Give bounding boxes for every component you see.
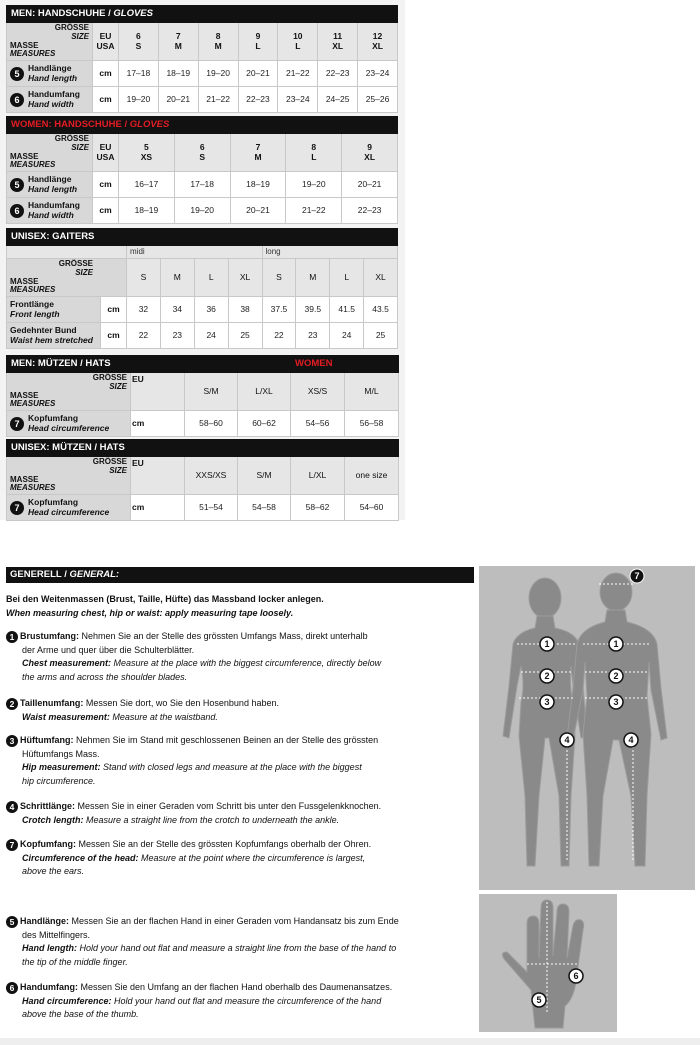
- table-row: 5 Handlänge Hand length cm 16–17 17–18 18–19 19–20 20–21: [7, 172, 398, 198]
- svg-text:5: 5: [536, 995, 542, 1005]
- row-label: 6 Handumfang Hand width: [7, 198, 93, 224]
- row-label: Gedehnter Bund Waist hem stretched: [7, 323, 101, 349]
- gaiters-title: UNISEX: GAITERS: [7, 229, 398, 246]
- row-label: Frontlänge Front length: [7, 297, 101, 323]
- svg-text:4: 4: [564, 735, 570, 745]
- eu-usa-header: EU USA: [93, 23, 119, 61]
- table-row: 7 Kopfumfang Head circumference cm 58–60 60–62 54–56 56–58: [7, 411, 399, 437]
- hand-silhouette: [479, 894, 617, 1032]
- number-7-icon: 7: [10, 417, 24, 431]
- table-row: 6 Handumfang Hand width cm 19–20 20–21 21–22 22–23 23–24 24–25 25–26: [7, 87, 398, 113]
- general-intro: Bei den Weitenmassen (Brust, Taille, Hüfte) das Massband locker anlegen. When measuring chest, hip or waist: apply measuring tape loosely.: [6, 594, 324, 618]
- marker-5: [532, 993, 546, 1007]
- men-gloves-table: [6, 5, 398, 113]
- general-item-3: 3 Hüftumfang: Nehmen Sie im Stand mit geschlossenen Beinen an der Stelle des grössten Hüftumfangs Mass. Hip measurement: Stand with closed legs and measure at the place with the biggest hip circumference.: [6, 734, 466, 788]
- number-5-icon: 5: [10, 67, 24, 81]
- size-col: 9 XL: [342, 134, 398, 172]
- size-col: 6 S: [174, 134, 230, 172]
- svg-text:2: 2: [613, 671, 619, 681]
- number-6-icon: 6: [6, 982, 18, 994]
- size-col: 7 M: [158, 23, 198, 61]
- size-measures-header: GRÖSSE SIZE MASSE MEASURES: [7, 373, 131, 411]
- svg-text:4: 4: [628, 735, 634, 745]
- body-silhouettes: [479, 566, 695, 890]
- marker-2: [609, 669, 623, 683]
- unisex-hats-title: UNISEX: MÜTZEN / HATS: [7, 440, 399, 457]
- marker-7: [630, 569, 644, 583]
- svg-text:2: 2: [544, 671, 550, 681]
- number-7-icon: 7: [6, 839, 18, 851]
- size-measures-header: GRÖSSE SIZE MASSE MEASURES: [7, 457, 131, 495]
- size-col: 6 S: [119, 23, 159, 61]
- number-5-icon: 5: [10, 178, 24, 192]
- marker-4: [624, 733, 638, 747]
- svg-text:1: 1: [544, 639, 550, 649]
- row-label: 7 Kopfumfang Head circumference: [7, 495, 131, 521]
- table-row: 7 Kopfumfang Head circumference cm 51–54 54–58 58–62 54–60: [7, 495, 399, 521]
- midi-label: midi: [127, 246, 263, 259]
- number-5-icon: 5: [6, 916, 18, 928]
- marker-6: [569, 969, 583, 983]
- size-col: 7 M: [230, 134, 286, 172]
- row-label: 6 Handumfang Hand width: [7, 87, 93, 113]
- number-6-icon: 6: [10, 93, 24, 107]
- women-gloves-table: [6, 116, 398, 224]
- size-measures-header: GRÖSSE SIZE MASSE MEASURES: [7, 23, 93, 61]
- size-measures-header: GRÖSSE SIZE MASSE MEASURES: [7, 259, 127, 297]
- gaiters-table: UNISEX: GAITERS midi long GRÖSSE SIZE MASSE MEASURES S M L XL S M L XL Frontlänge Front length cm 32 34 36 38 37.5 39.5 41.5 43.5 Gedehnter Bund Waist hem stretched cm 22 23 24 25 22 23 24 25: [6, 228, 398, 349]
- row-label: 7 Kopfumfang Head circumference: [7, 411, 131, 437]
- number-1-icon: 1: [6, 631, 18, 643]
- number-3-icon: 3: [6, 735, 18, 747]
- svg-text:3: 3: [613, 697, 619, 707]
- bottom-strip: [0, 1038, 700, 1045]
- unisex-hats-table: UNISEX: MÜTZEN / HATS GRÖSSE SIZE MASSE MEASURES EU XXS/XS S/M L/XL one size 7 Kopfumfang Head circumference cm 51–54 54–58 58–62 54–60: [6, 439, 399, 521]
- svg-text:6: 6: [573, 971, 579, 981]
- size-col: 9 L: [238, 23, 278, 61]
- size-col: 12 XL: [358, 23, 398, 61]
- women-label: WOMEN: [291, 356, 399, 373]
- marker-1: [609, 637, 623, 651]
- number-4-icon: 4: [6, 801, 18, 813]
- marker-1: [540, 637, 554, 651]
- general-item-4: 4 Schrittlänge: Messen Sie in einer Geraden vom Schritt bis unter den Fussgelenkknochen. Crotch length: Measure a straight line from the crotch to underneath the ankle.: [6, 800, 466, 827]
- marker-4: [560, 733, 574, 747]
- row-label: 5 Handlänge Hand length: [7, 61, 93, 87]
- number-6-icon: 6: [10, 204, 24, 218]
- marker-3: [540, 695, 554, 709]
- eu-usa-header: EU USA: [93, 134, 119, 172]
- general-item-6: 6 Handumfang: Messen Sie den Umfang an der flachen Hand oberhalb des Daumenansatzes. Hand circumference: Hold your hand out flat and measure the circumference of the hand above the base of the thumb.: [6, 981, 466, 1022]
- table-row: Gedehnter Bund Waist hem stretched cm 22 23 24 25 22 23 24 25: [7, 323, 398, 349]
- size-col: 10 L: [278, 23, 318, 61]
- general-item-2: 2 Taillenumfang: Messen Sie dort, wo Sie den Hosenbund haben. Waist measurement: Measure at the waistband.: [6, 697, 466, 724]
- women-gloves-title: WOMEN: HANDSCHUHE / GLOVES: [7, 117, 398, 134]
- size-col: 8 L: [286, 134, 342, 172]
- size-col: 11 XL: [318, 23, 358, 61]
- body-figures-panel: [479, 566, 695, 890]
- men-gloves-title: MEN: HANDSCHUHE / GLOVES: [7, 6, 398, 23]
- size-col: 5 XS: [119, 134, 175, 172]
- row-label: 5 Handlänge Hand length: [7, 172, 93, 198]
- svg-text:7: 7: [634, 571, 640, 581]
- svg-text:3: 3: [544, 697, 550, 707]
- long-label: long: [262, 246, 398, 259]
- size-col: 8 M: [198, 23, 238, 61]
- number-7-icon: 7: [10, 501, 24, 515]
- number-2-icon: 2: [6, 698, 18, 710]
- size-measures-header: GRÖSSE SIZE MASSE MEASURES: [7, 134, 93, 172]
- general-title: GENERELL / GENERAL:: [6, 567, 474, 583]
- general-item-1: 1 Brustumfang: Nehmen Sie an der Stelle des grössten Umfangs Mass, direkt unterhalb der Arme und quer über die Schulterblätter. Chest measurement: Measure at the place with the biggest circumference, directly below the arms and across the shoulder blades.: [6, 630, 466, 684]
- table-row: 6 Handumfang Hand width cm 18–19 19–20 20–21 21–22 22–23: [7, 198, 398, 224]
- hand-figure-panel: [479, 894, 617, 1032]
- svg-text:1: 1: [613, 639, 619, 649]
- general-item-5: 5 Handlänge: Messen Sie an der flachen Hand in einer Geraden vom Handansatz bis zum Ende des Mittelfingers. Hand length: Hold your hand out flat and measure a straight line from the base of the hand to the tip of the middle finger.: [6, 915, 466, 969]
- table-row: 5 Handlänge Hand length cm 17–18 18–19 19–20 20–21 21–22 22–23 23–24: [7, 61, 398, 87]
- men-hats-table: MEN: MÜTZEN / HATS WOMEN GRÖSSE SIZE MASSE MEASURES EU S/M L/XL XS/S M/L 7 Kopfumfang Head circumference cm 58–60 60–62 54–56 56–58: [6, 355, 399, 437]
- marker-3: [609, 695, 623, 709]
- marker-2: [540, 669, 554, 683]
- general-item-7: 7 Kopfumfang: Messen Sie an der Stelle des grössten Kopfumfangs oberhalb der Ohren. Circumference of the head: Measure at the point where the circumference is largest, above the ears.: [6, 838, 466, 879]
- men-hats-title: MEN: MÜTZEN / HATS: [7, 356, 291, 373]
- table-row: Frontlänge Front length cm 32 34 36 38 37.5 39.5 41.5 43.5: [7, 297, 398, 323]
